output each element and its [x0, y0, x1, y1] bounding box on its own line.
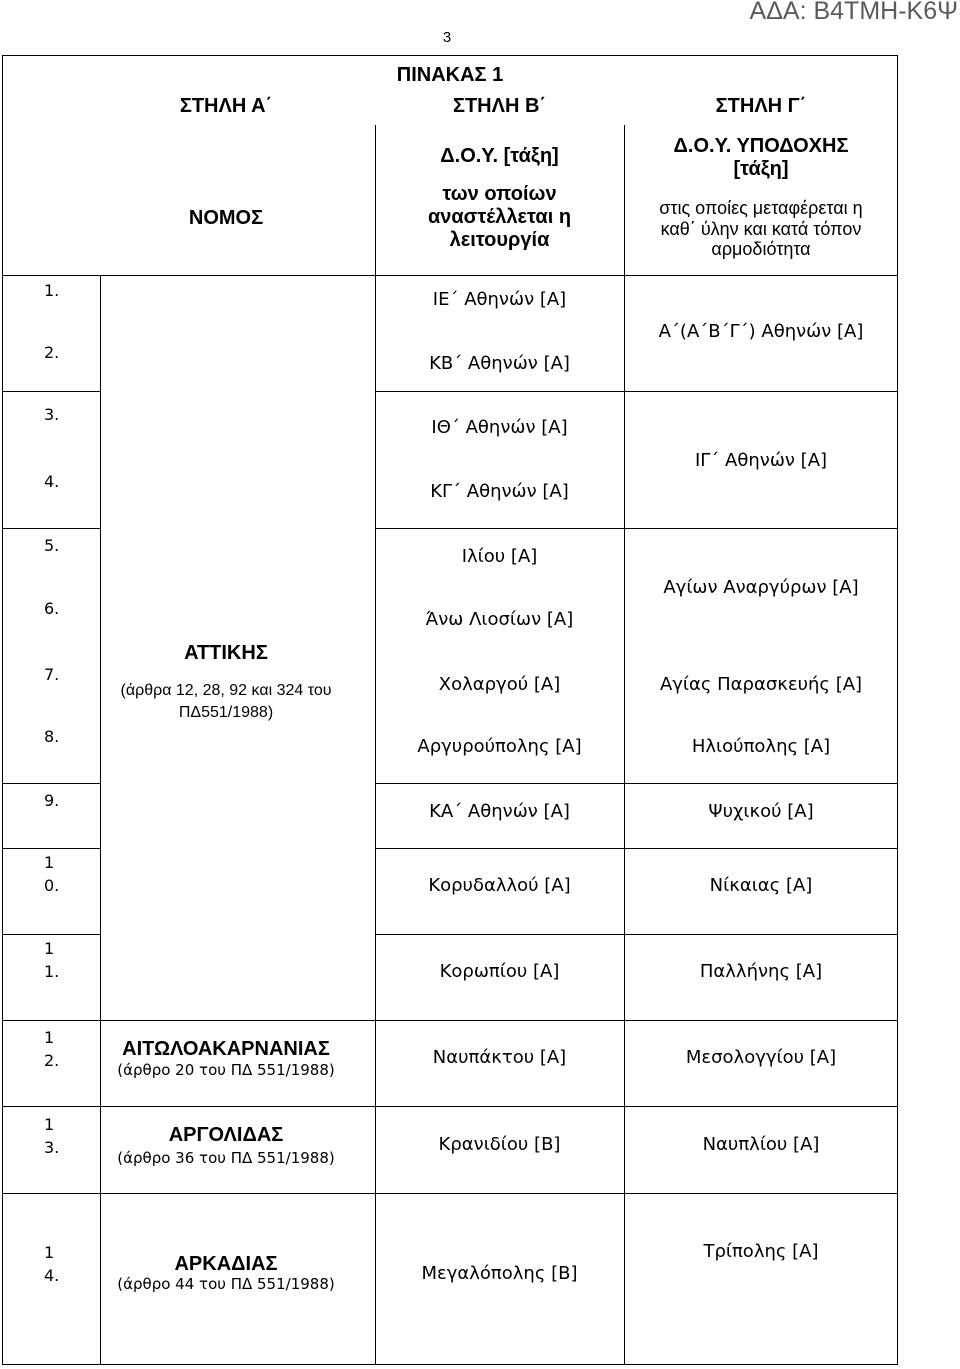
receiving-doy: Νίκαιας [Α]: [709, 875, 813, 896]
table-rule: [375, 934, 898, 935]
prefecture-name: ΑΡΓΟΛΙΔΑΣ: [168, 1123, 284, 1146]
row-number: 1.: [44, 280, 60, 300]
column-label-c: ΣΤΗΛΗ Γ΄: [715, 95, 807, 117]
row-number: 12.: [44, 1027, 60, 1070]
prefecture-name: ΑΡΚΑΔΙΑΣ: [174, 1252, 278, 1275]
table-rule: [2, 55, 3, 1365]
row-number: 8.: [44, 726, 60, 746]
receiving-doy: Ψυχικού [Α]: [708, 801, 814, 822]
row-number: 3.: [44, 404, 60, 424]
note-line: ΠΔ551/1988): [178, 704, 274, 721]
receiving-doy: Μεσολογγίου [Α]: [685, 1047, 837, 1068]
header-suspended-desc: [375, 183, 624, 252]
table-rule: [375, 848, 898, 849]
prefecture-note: (άρθρο 20 του ΠΔ 551/1988): [117, 1061, 335, 1079]
table-rule: [2, 391, 100, 392]
table-rule: [2, 934, 100, 935]
header-line: αναστέλλεται η: [427, 205, 572, 228]
suspended-doy: Άνω Λιοσίων [Α]: [425, 609, 574, 630]
header-line: [τάξη]: [733, 157, 789, 180]
header-prefecture: ΝΟΜΟΣ: [188, 206, 264, 229]
table-rule: [2, 55, 898, 56]
suspended-doy: ΙΘ΄ Αθηνών [Α]: [431, 417, 568, 438]
column-label-b: ΣΤΗΛΗ Β΄: [452, 95, 547, 117]
receiving-doy: Ηλιούπολης [Α]: [691, 736, 831, 757]
suspended-doy: Κορυδαλλού [Α]: [428, 875, 571, 896]
row-number: 9.: [44, 790, 60, 810]
row-number: 5.: [44, 535, 60, 555]
row-number: 10.: [44, 852, 60, 895]
suspended-doy: Αργυρούπολης [Α]: [417, 736, 582, 757]
suspended-doy: Ναυπάκτου [Α]: [432, 1047, 567, 1068]
receiving-doy: Ναυπλίου [Α]: [702, 1134, 820, 1155]
table-rule: [2, 1364, 898, 1365]
table-rule: [2, 783, 100, 784]
receiving-doy: Τρίπολης [Α]: [703, 1241, 819, 1262]
row-number: 2.: [44, 342, 60, 362]
note-line: (άρθρα 12, 28, 92 και 324 του: [120, 682, 332, 699]
row-number: 4.: [44, 471, 60, 491]
row-number: 7.: [44, 664, 60, 684]
header-line: αρμοδιότητα: [711, 239, 811, 259]
table-rule: [2, 1193, 898, 1194]
table-title: ΠΙΝΑΚΑΣ 1: [396, 64, 504, 86]
suspended-doy: ΚΑ΄ Αθηνών [Α]: [429, 801, 570, 822]
header-line: των οποίων: [442, 182, 557, 205]
row-number: 13.: [44, 1114, 60, 1157]
table-rule: [100, 275, 101, 1365]
suspended-doy: ΚΒ΄ Αθηνών [Α]: [429, 353, 570, 374]
column-label-a: ΣΤΗΛΗ Α΄: [179, 95, 273, 117]
suspended-doy: Κρανιδίου [Β]: [438, 1134, 561, 1155]
table-rule: [375, 528, 898, 529]
receiving-doy: Αγίων Αναργύρων [Α]: [663, 577, 859, 598]
table-rule: [2, 275, 898, 276]
header-line: λειτουργία: [449, 228, 550, 251]
header-receiving-title: [624, 135, 898, 181]
suspended-doy: Μεγαλόπολης [Β]: [421, 1263, 578, 1284]
table-rule: [2, 1106, 898, 1107]
prefecture-name: ΑΤΤΙΚΗΣ: [184, 641, 268, 664]
row-number: 14.: [44, 1242, 60, 1285]
receiving-doy: Α΄(Α΄Β΄Γ΄) Αθηνών [Α]: [658, 321, 864, 342]
suspended-doy: Χολαργού [Α]: [438, 674, 561, 695]
header-line: Δ.Ο.Υ. ΥΠΟΔΟΧΗΣ: [673, 134, 849, 157]
suspended-doy: ΙΕ΄ Αθηνών [Α]: [432, 289, 567, 310]
suspended-doy: Κορωπίου [Α]: [439, 961, 560, 982]
page-number: 3: [442, 29, 452, 46]
prefecture-note: (άρθρο 44 του ΠΔ 551/1988): [117, 1275, 335, 1293]
ada-code: ΑΔΑ: Β4ΤΜΗ-Κ6Ψ: [749, 0, 958, 25]
header-line: στις οποίες μεταφέρεται η: [659, 198, 863, 218]
row-number: 6.: [44, 598, 60, 618]
row-number: 11.: [44, 938, 60, 981]
header-receiving-desc: [624, 198, 898, 260]
receiving-doy: Παλλήνης [Α]: [699, 961, 823, 982]
suspended-doy: Ιλίου [Α]: [461, 546, 538, 567]
table-rule: [2, 528, 100, 529]
prefecture-name: ΑΙΤΩΛΟΑΚΑΡΝΑΝΙΑΣ: [122, 1037, 330, 1060]
prefecture-note: (άρθρο 36 του ΠΔ 551/1988): [117, 1149, 335, 1167]
table-rule: [375, 783, 898, 784]
receiving-doy: ΙΓ΄ Αθηνών [Α]: [694, 450, 828, 471]
header-line: καθ΄ ύλην και κατά τόπον: [660, 218, 862, 239]
receiving-doy: Αγίας Παρασκευής [Α]: [659, 674, 863, 695]
table-rule: [375, 391, 898, 392]
suspended-doy: ΚΓ΄ Αθηνών [Α]: [430, 481, 569, 502]
prefecture-note: [90, 680, 362, 724]
table-rule: [2, 848, 100, 849]
table-rule: [2, 1020, 898, 1021]
header-suspended-title: Δ.Ο.Υ. [τάξη]: [440, 144, 559, 167]
